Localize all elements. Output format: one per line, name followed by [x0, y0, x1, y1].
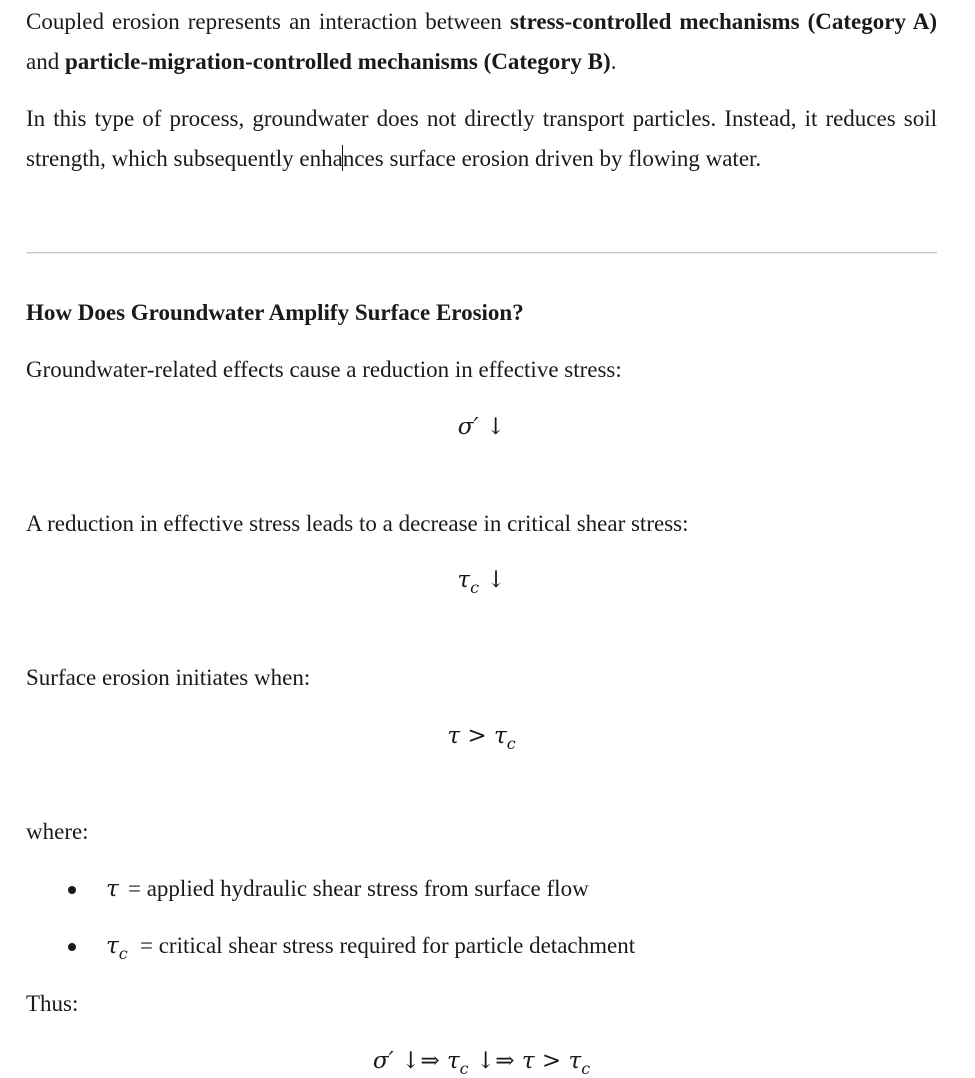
eq4-gt: >	[541, 1048, 562, 1074]
p1-bold-category-a: stress-controlled mechanisms (Category A)	[509, 9, 938, 34]
eq1-sigma: σ′	[457, 414, 479, 440]
bullet-symbol-tau: τ	[106, 876, 119, 902]
eq2-down-arrow: ↓	[486, 567, 506, 593]
eq3-tau-c: τ	[493, 723, 507, 749]
line-erosion-initiates: Surface erosion initiates when:	[26, 665, 311, 690]
bullet-symbol-tau-c: $\tau_c$	[106, 933, 128, 963]
p2-text-before-cursor: In this type of process, groundwater does not directly transport particles. Instead, it reduces soil strength, which subsequently enha	[26, 106, 937, 171]
intro-paragraph-2[interactable]	[26, 99, 937, 179]
eq4-tau-1: τ	[446, 1048, 460, 1074]
bullet-text-tau: = applied hydraulic shear stress from surface flow	[128, 876, 589, 901]
intro-paragraph-1	[26, 2, 937, 82]
eq3-sub: c	[506, 734, 516, 753]
bullet-dot-icon	[68, 886, 76, 894]
eq4-sub-1: c	[459, 1059, 469, 1078]
bullet-text-tau-c: = critical shear stress required for particle detachment	[140, 933, 636, 958]
p2-text-after-cursor: nces surface erosion driven by flowing water.	[342, 146, 762, 171]
section-heading: How Does Groundwater Amplify Surface Erosion?	[26, 300, 524, 325]
eq3-tau: τ	[447, 723, 461, 749]
eq2-tau: τ	[457, 567, 471, 593]
thus-label: Thus:	[26, 991, 79, 1016]
p1-text-2: and	[26, 49, 65, 74]
line-effective-stress: Groundwater-related effects cause a reduction in effective stress:	[26, 357, 622, 382]
eq4-tau-3: τ	[568, 1048, 582, 1074]
eq4-arrow-1: ↓⇒	[401, 1048, 440, 1074]
eq3-gt: >	[467, 723, 487, 749]
where-label: where:	[26, 819, 89, 844]
p1-text-3: .	[610, 49, 617, 74]
bullet-dot-icon	[68, 943, 76, 951]
equation-tau-c-decrease	[26, 563, 937, 597]
eq4-tau-2: τ	[521, 1048, 535, 1074]
horizontal-divider	[26, 252, 937, 254]
eq4-sigma: σ′	[372, 1048, 394, 1074]
p1-text-1: Coupled erosion represents an interaction between	[26, 9, 510, 34]
eq4-sub-3: c	[581, 1059, 591, 1078]
line-critical-shear: A reduction in effective stress leads to a decrease in critical shear stress:	[26, 511, 689, 536]
p1-bold-category-b: particle-migration-controlled mechanisms (Category B)	[64, 49, 611, 74]
equation-chain	[26, 1044, 937, 1078]
equation-sigma-decrease	[26, 410, 937, 444]
equation-tau-greater-tau-c	[26, 719, 937, 753]
eq4-arrow-2: ↓⇒	[475, 1048, 515, 1074]
eq2-sub: c	[470, 578, 480, 597]
eq1-down-arrow: ↓	[485, 414, 506, 440]
